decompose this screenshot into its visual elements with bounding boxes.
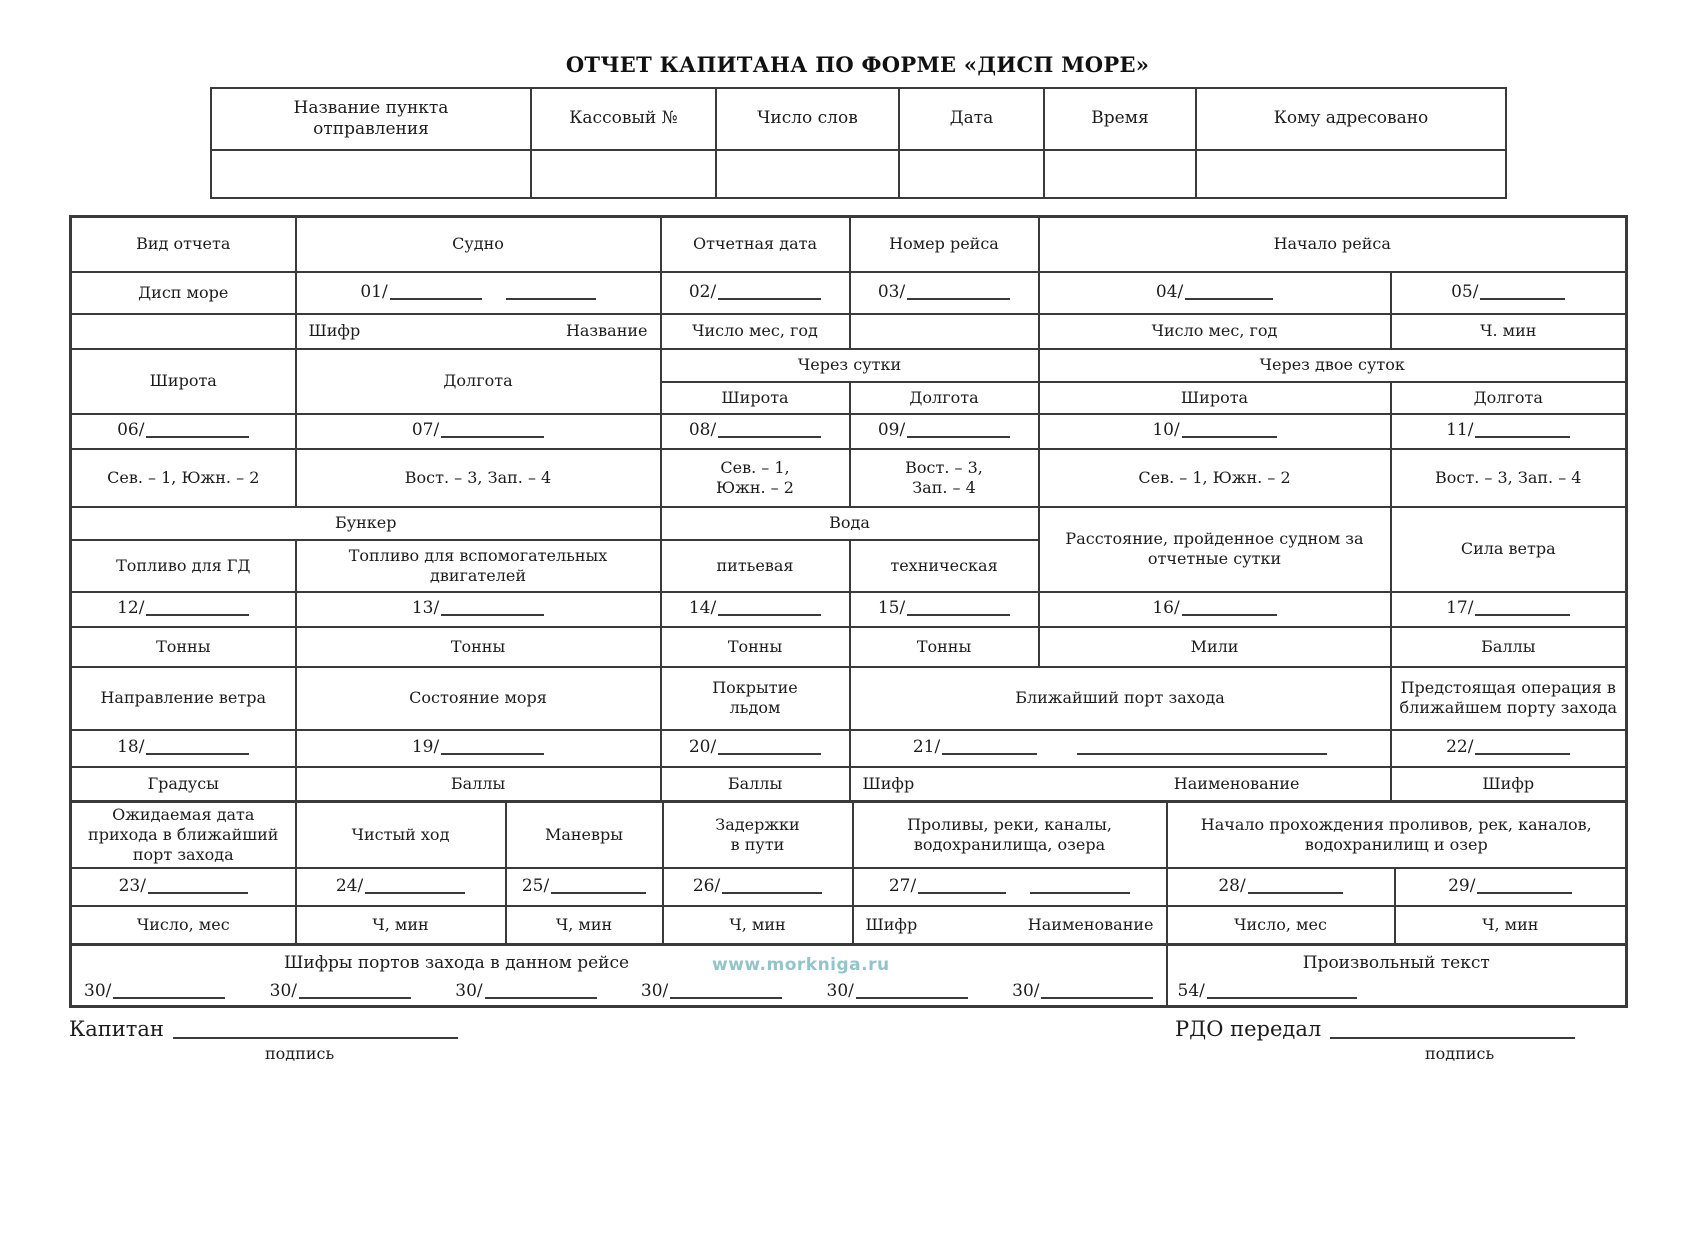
blank-line — [1041, 997, 1153, 999]
blank-line — [1207, 997, 1357, 999]
unit-day-month: Число, мес — [1167, 906, 1395, 944]
header-expected-arrival: Ожидаемая дата прихода в ближайший порт захода — [71, 802, 296, 869]
header-water-technical: техническая — [850, 540, 1039, 592]
header-report-date: Отчетная дата — [661, 217, 850, 272]
blank-line — [148, 892, 248, 894]
blank-line — [907, 298, 1010, 300]
blank-line — [146, 614, 249, 616]
field-30-row — [78, 981, 1160, 1002]
header-vessel: Судно — [296, 217, 661, 272]
field-23: 23/ — [71, 868, 296, 906]
header-addressee: Кому адресовано — [1196, 88, 1506, 150]
legend-east-west: Вост. – 3, Зап. – 4 — [850, 449, 1039, 507]
header-date: Дата — [899, 88, 1044, 150]
header-delays: Задержки в пути — [663, 802, 853, 869]
header-longitude: Долгота — [296, 349, 661, 414]
field-12: 12/ — [71, 592, 296, 627]
blank-line — [1185, 298, 1273, 300]
field-13: 13/ — [296, 592, 661, 627]
field-04: 04/ — [1039, 272, 1391, 314]
field-17: 17/ — [1391, 592, 1627, 627]
header-voyage-start: Начало рейса — [1039, 217, 1627, 272]
blank-line — [485, 997, 597, 999]
legend-north-south: Сев. – 1, Южн. – 2 — [71, 449, 296, 507]
empty-cell — [899, 150, 1044, 198]
field-30: 30/ — [827, 981, 968, 1002]
blank-line — [551, 892, 646, 894]
header-wind-force: Сила ветра — [1391, 507, 1627, 592]
blank-line — [146, 753, 249, 755]
header-nearest-port: Ближайший порт захода — [850, 667, 1391, 730]
header-word-count: Число слов — [716, 88, 899, 150]
blank-line — [718, 614, 821, 616]
unit-day-month: Число, мес — [71, 906, 296, 944]
captain-signature-block — [69, 1017, 458, 1063]
field-09: 09/ — [850, 414, 1039, 449]
empty-cell — [850, 314, 1039, 349]
empty-cell — [1044, 150, 1196, 198]
field-14: 14/ — [661, 592, 850, 627]
empty-cell — [531, 150, 716, 198]
empty-cell — [716, 150, 899, 198]
legend-north-south: Сев. – 1, Южн. – 2 — [661, 449, 850, 507]
empty-cell — [211, 150, 531, 198]
signature-line — [1330, 1037, 1575, 1039]
unit-shifr-naimenovanie: Шифр Наименование — [853, 906, 1167, 944]
field-05: 05/ — [1391, 272, 1627, 314]
field-25: 25/ — [506, 868, 663, 906]
blank-line — [113, 997, 225, 999]
field-28: 28/ — [1167, 868, 1395, 906]
field-54: 54/ — [1174, 981, 1620, 1002]
field-30: 30/ — [1012, 981, 1153, 1002]
field-18: 18/ — [71, 730, 296, 767]
header-wind-direction: Направление ветра — [71, 667, 296, 730]
field-24: 24/ — [296, 868, 506, 906]
field-03: 03/ — [850, 272, 1039, 314]
blank-line — [441, 436, 544, 438]
header-after-one-day: Через сутки — [661, 349, 1039, 382]
blank-line — [907, 436, 1010, 438]
blank-line — [670, 997, 782, 999]
blank-line — [1182, 614, 1277, 616]
blank-line — [146, 436, 249, 438]
header-latitude: Широта — [71, 349, 296, 414]
unit-tons: Тонны — [661, 627, 850, 667]
unit-tons: Тонны — [296, 627, 661, 667]
blank-line — [299, 997, 411, 999]
header-sea-state: Состояние моря — [296, 667, 661, 730]
blank-line — [441, 614, 544, 616]
legend-north-south: Сев. – 1, Южн. – 2 — [1039, 449, 1391, 507]
field-22: 22/ — [1391, 730, 1627, 767]
header-fuel-main-engine: Топливо для ГД — [71, 540, 296, 592]
legend-east-west: Вост. – 3, Зап. – 4 — [296, 449, 661, 507]
unit-points: Баллы — [296, 767, 661, 802]
captain-label: Капитан — [69, 1016, 164, 1041]
rdo-label: РДО передал — [1175, 1016, 1322, 1041]
field-10: 10/ — [1039, 414, 1391, 449]
blank-line — [1475, 436, 1570, 438]
unit-degrees: Градусы — [71, 767, 296, 802]
field-15: 15/ — [850, 592, 1039, 627]
header-port-codes: Шифры портов захода в данном рейсе — [283, 952, 630, 973]
field-08: 08/ — [661, 414, 850, 449]
blank-line — [942, 753, 1037, 755]
legend-east-west: Вост. – 3, Зап. – 4 — [1391, 449, 1627, 507]
blank-line — [1477, 892, 1572, 894]
unit-shifr-naimenovanie: Шифр Наименование — [850, 767, 1391, 802]
field-26: 26/ — [663, 868, 853, 906]
header-distance-per-day: Расстояние, пройденное судном за отчетные сутки — [1039, 507, 1391, 592]
unit-tons: Тонны — [850, 627, 1039, 667]
header-upcoming-operation: Предстоящая операция в ближайшем порту захода — [1391, 667, 1627, 730]
blank-line — [1475, 614, 1570, 616]
signature-area — [0, 1017, 1697, 1107]
header-free-text: Произвольный текст — [1302, 952, 1490, 973]
header-ice-cover: Покрытие льдом — [661, 667, 850, 730]
scanned-form-page — [0, 52, 1697, 1252]
unit-date-format: Число мес, год — [661, 314, 850, 349]
header-longitude: Долгота — [850, 382, 1039, 414]
blank-line — [365, 892, 465, 894]
field-19: 19/ — [296, 730, 661, 767]
header-latitude: Широта — [661, 382, 850, 414]
header-straits-passage-start: Начало прохождения проливов, рек, каналов, водохранилищ и озер — [1167, 802, 1627, 869]
header-fuel-aux-engines: Топливо для вспомогательных двигателей — [296, 540, 661, 592]
signature-line — [173, 1037, 458, 1039]
header-voyage-number: Номер рейса — [850, 217, 1039, 272]
blank-line — [1077, 753, 1327, 755]
field-30: 30/ — [270, 981, 411, 1002]
unit-hour-min: Ч, мин — [506, 906, 663, 944]
unit-hour-min: Ч, мин — [663, 906, 853, 944]
blank-line — [856, 997, 968, 999]
ports-codes-cell — [71, 944, 1167, 1006]
empty-cell — [71, 314, 296, 349]
blank-line — [441, 753, 544, 755]
unit-miles: Мили — [1039, 627, 1391, 667]
report-form-table-section3 — [69, 943, 1628, 1008]
field-01: 01/ — [296, 272, 661, 314]
field-16: 16/ — [1039, 592, 1391, 627]
unit-shifr-nazvanie: Шифр Название — [296, 314, 661, 349]
field-21: 21/ — [850, 730, 1391, 767]
unit-hour-min: Ч, мин — [1395, 906, 1627, 944]
rdo-signature-block — [1175, 1017, 1575, 1063]
unit-hour-min: Ч. мин — [1391, 314, 1627, 349]
blank-line — [1182, 436, 1277, 438]
field-07: 07/ — [296, 414, 661, 449]
signature-caption: подпись — [265, 1043, 335, 1063]
blank-line — [1248, 892, 1343, 894]
blank-line — [718, 298, 821, 300]
blank-line — [390, 298, 482, 300]
header-water: Вода — [661, 507, 1039, 540]
header-water-drinking: питьевая — [661, 540, 850, 592]
header-report-kind: Вид отчета — [71, 217, 296, 272]
blank-line — [1030, 892, 1130, 894]
field-30: 30/ — [84, 981, 225, 1002]
page-title: ОТЧЕТ КАПИТАНА ПО ФОРМЕ «ДИСП МОРЕ» — [565, 52, 1150, 77]
blank-line — [718, 436, 821, 438]
unit-points: Баллы — [661, 767, 850, 802]
unit-date-format: Число мес, год — [1039, 314, 1391, 349]
field-11: 11/ — [1391, 414, 1627, 449]
header-cash-number: Кассовый № — [531, 88, 716, 150]
header-maneuvers: Маневры — [506, 802, 663, 869]
unit-tons: Тонны — [71, 627, 296, 667]
report-form-table — [69, 215, 1628, 803]
blank-line — [506, 298, 596, 300]
cell-report-type: Дисп море — [71, 272, 296, 314]
header-clean-run: Чистый ход — [296, 802, 506, 869]
field-02: 02/ — [661, 272, 850, 314]
dispatch-header-table — [210, 87, 1507, 199]
field-30: 30/ — [455, 981, 596, 1002]
report-form-table-section2 — [69, 800, 1628, 946]
empty-cell — [1196, 150, 1506, 198]
header-bunker: Бункер — [71, 507, 661, 540]
header-time: Время — [1044, 88, 1196, 150]
unit-points: Баллы — [1391, 627, 1627, 667]
blank-line — [718, 753, 821, 755]
unit-hour-min: Ч, мин — [296, 906, 506, 944]
field-27: 27/ — [853, 868, 1167, 906]
blank-line — [907, 614, 1010, 616]
free-text-cell — [1167, 944, 1627, 1006]
header-straits-rivers: Проливы, реки, каналы, водохранилища, озера — [853, 802, 1167, 869]
field-30: 30/ — [641, 981, 782, 1002]
signature-caption: подпись — [1425, 1043, 1495, 1063]
field-20: 20/ — [661, 730, 850, 767]
field-06: 06/ — [71, 414, 296, 449]
blank-line — [1475, 753, 1570, 755]
blank-line — [722, 892, 822, 894]
blank-line — [918, 892, 1006, 894]
field-29: 29/ — [1395, 868, 1627, 906]
header-after-two-days: Через двое суток — [1039, 349, 1627, 382]
blank-line — [1480, 298, 1565, 300]
header-departure-point: Название пункта отправления — [211, 88, 531, 150]
watermark-text: www.morkniga.ru — [712, 954, 890, 975]
header-longitude: Долгота — [1391, 382, 1627, 414]
header-latitude: Широта — [1039, 382, 1391, 414]
unit-shifr: Шифр — [1391, 767, 1627, 802]
